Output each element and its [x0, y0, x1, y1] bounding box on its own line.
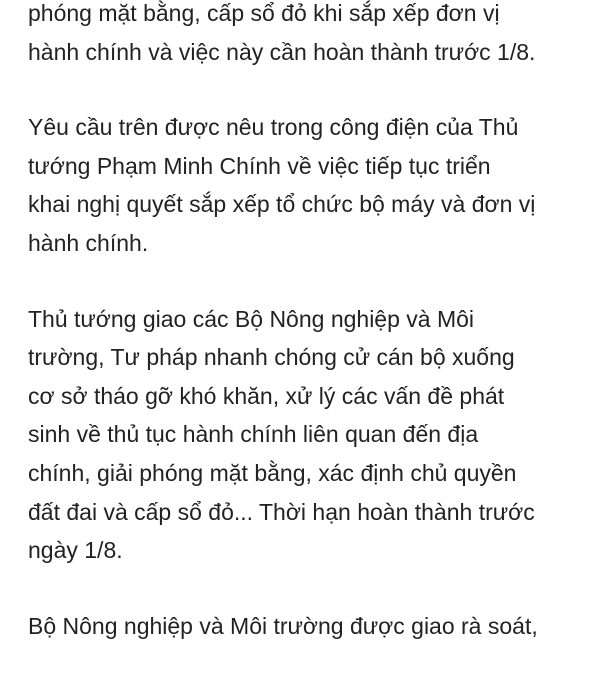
text-line: trường, Tư pháp nhanh chóng cử cán bộ xuống [28, 344, 515, 371]
paragraph [28, 0, 588, 71]
paragraph [28, 108, 588, 262]
text-line: cơ sở tháo gỡ khó khăn, xử lý các vấn đề phát [28, 382, 505, 409]
text-line: đất đai và cấp sổ đỏ... Thời hạn hoàn thành trước [28, 498, 535, 525]
article-body [28, 0, 588, 682]
paragraph [28, 300, 588, 570]
text-line: hành chính. [28, 229, 149, 256]
text-line: phóng mặt bằng, cấp sổ đỏ khi sắp xếp đơn vị [28, 0, 500, 26]
text-line: Bộ Nông nghiệp và Môi trường được giao rà soát, [28, 612, 538, 639]
text-line: tướng Phạm Minh Chính về việc tiếp tục triển [28, 152, 491, 179]
text-line: Yêu cầu trên được nêu trong công điện của Thủ [28, 114, 519, 141]
text-line: hành chính và việc này cần hoàn thành trước 1/8. [28, 38, 536, 65]
text-line: chính, giải phóng mặt bằng, xác định chủ quyền [28, 459, 517, 486]
text-line: khai nghị quyết sắp xếp tổ chức bộ máy và đơn vị [28, 191, 536, 218]
text-line: Thủ tướng giao các Bộ Nông nghiệp và Môi [28, 305, 475, 332]
text-line: ngày 1/8. [28, 537, 123, 564]
paragraph [28, 607, 588, 646]
text-line: sinh về thủ tục hành chính liên quan đến địa [28, 421, 479, 448]
